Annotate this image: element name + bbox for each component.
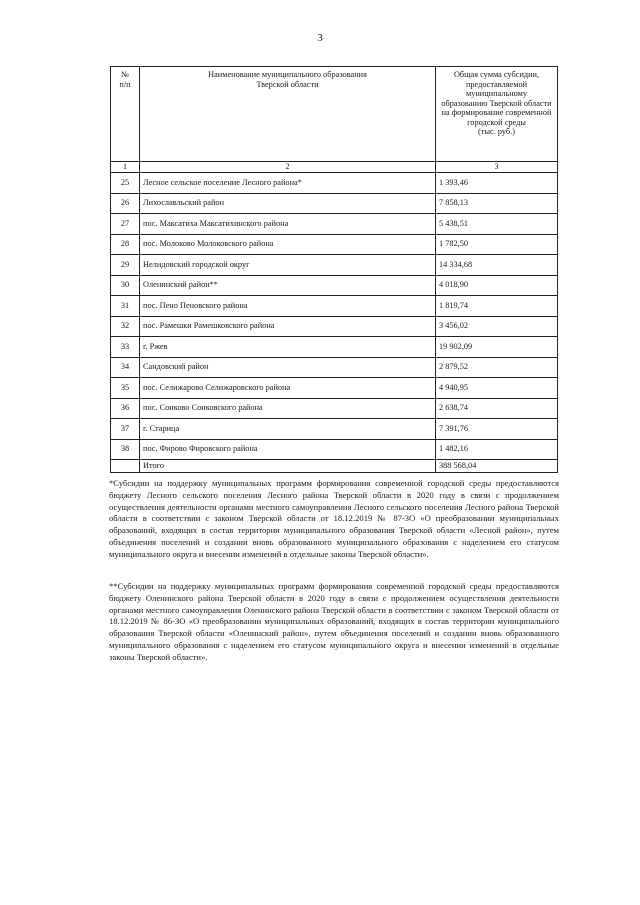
row-subsidy-sum: 1 393,46 [436, 173, 558, 194]
total-empty-cell [111, 460, 140, 473]
row-number: 35 [111, 378, 140, 399]
table-row [111, 378, 558, 399]
row-subsidy-sum: 7 391,76 [436, 419, 558, 440]
total-label: Итого [140, 460, 436, 473]
row-municipality: Лихославльский район [140, 193, 436, 214]
column-index-row [111, 162, 558, 173]
row-municipality: г. Ржев [140, 337, 436, 358]
row-number: 31 [111, 296, 140, 317]
footnote-oleninsky: **Субсидии на поддержку муниципальных программ формирования современной городской среды предоставляются бюджету Оленинского района Тверской области в 2020 году в связи с продолжением осуществления деятельности органами местного самоуправления Оленинского района Тверской области в соответствии с законом Тверской области от 18.12.2019 № 86-ЗО «О преобразовании муниципальных образований, входящих в состав территории муниципального образования Тверской области «Оленинский район», путем объединения поселений и создании вновь образованного муниципального образования с наделением его статусом муниципального округа и внесении изменений в отдельные законы Тверской области». [109, 581, 559, 662]
row-municipality: Нелидовский городской округ [140, 255, 436, 276]
header-num [111, 67, 140, 162]
table-row [111, 255, 558, 276]
column-index-1: 1 [111, 162, 140, 173]
row-number: 27 [111, 214, 140, 235]
table-row [111, 439, 558, 460]
table-row [111, 275, 558, 296]
row-subsidy-sum: 4 940,95 [436, 378, 558, 399]
table-row [111, 357, 558, 378]
header-sum [436, 67, 558, 162]
row-number: 38 [111, 439, 140, 460]
subsidy-table-body [111, 67, 558, 473]
row-municipality: пос. Сонково Сонковского района [140, 398, 436, 419]
row-subsidy-sum: 5 438,51 [436, 214, 558, 235]
row-municipality: пос. Молоково Молоковского района [140, 234, 436, 255]
row-subsidy-sum: 19 902,09 [436, 337, 558, 358]
row-number: 36 [111, 398, 140, 419]
header-sum-text: Общая сумма субсидии, предоставляемой муниципальному образованию Тверской области на формирование современной городской среды (тыс. руб.) [441, 70, 552, 137]
row-subsidy-sum: 2 879,52 [436, 357, 558, 378]
row-subsidy-sum: 14 334,68 [436, 255, 558, 276]
table-row [111, 193, 558, 214]
row-number: 26 [111, 193, 140, 214]
page-number: 3 [317, 32, 323, 44]
table-row [111, 296, 558, 317]
row-municipality: пос. Селижарово Селижаровского района [140, 378, 436, 399]
footnote-lesnoy: *Субсидии на поддержку муниципальных программ формирования современной городской среды предоставляются бюджету Лесного сельского поселения Лесного района Тверской области в 2020 году в связи с продолжением осуществления деятельности органами местного самоуправления Лесного сельского поселения Лесного района Тверской области в соответствии с законом Тверской области от 18.12.2019 № 87-ЗО «О преобразовании муниципальных образований, входящих в состав территории муниципального образования Тверской области «Лесной район», путем объединения поселений и создании вновь образованного муниципального образования с наделением его статусом муниципального округа и внесении изменений в отдельные законы Тверской области». [109, 478, 559, 559]
header-name [140, 67, 436, 162]
row-number: 37 [111, 419, 140, 440]
row-number: 29 [111, 255, 140, 276]
subsidy-table [110, 66, 558, 473]
row-subsidy-sum: 2 638,74 [436, 398, 558, 419]
column-index-3: 3 [436, 162, 558, 173]
row-number: 34 [111, 357, 140, 378]
row-number: 30 [111, 275, 140, 296]
row-municipality: пос. Рамешки Рамешковского района [140, 316, 436, 337]
row-municipality: г. Старица [140, 419, 436, 440]
row-municipality: Сандовский район [140, 357, 436, 378]
row-number: 28 [111, 234, 140, 255]
header-row [111, 67, 558, 162]
row-number: 25 [111, 173, 140, 194]
row-municipality: Оленинский район** [140, 275, 436, 296]
header-name-text: Наименование муниципального образования Тверской области [208, 70, 367, 89]
row-subsidy-sum: 7 858,13 [436, 193, 558, 214]
row-subsidy-sum: 1 819,74 [436, 296, 558, 317]
table-row [111, 234, 558, 255]
row-subsidy-sum: 1 482,16 [436, 439, 558, 460]
header-num-text: № п/п [119, 70, 131, 89]
row-number: 32 [111, 316, 140, 337]
row-municipality: Лесное сельское поселение Лесного района* [140, 173, 436, 194]
table-row [111, 316, 558, 337]
row-number: 33 [111, 337, 140, 358]
row-subsidy-sum: 3 456,02 [436, 316, 558, 337]
table-row [111, 173, 558, 194]
column-index-2: 2 [140, 162, 436, 173]
row-subsidy-sum: 4 018,90 [436, 275, 558, 296]
row-municipality: пос. Пено Пеновского района [140, 296, 436, 317]
row-municipality: пос. Максатиха Максатихинского района [140, 214, 436, 235]
table-row [111, 398, 558, 419]
total-row [111, 460, 558, 473]
row-subsidy-sum: 1 782,50 [436, 234, 558, 255]
table-row [111, 214, 558, 235]
table-row [111, 337, 558, 358]
total-sum: 388 568,04 [436, 460, 558, 473]
row-municipality: пос. Фирово Фировского района [140, 439, 436, 460]
table-row [111, 419, 558, 440]
